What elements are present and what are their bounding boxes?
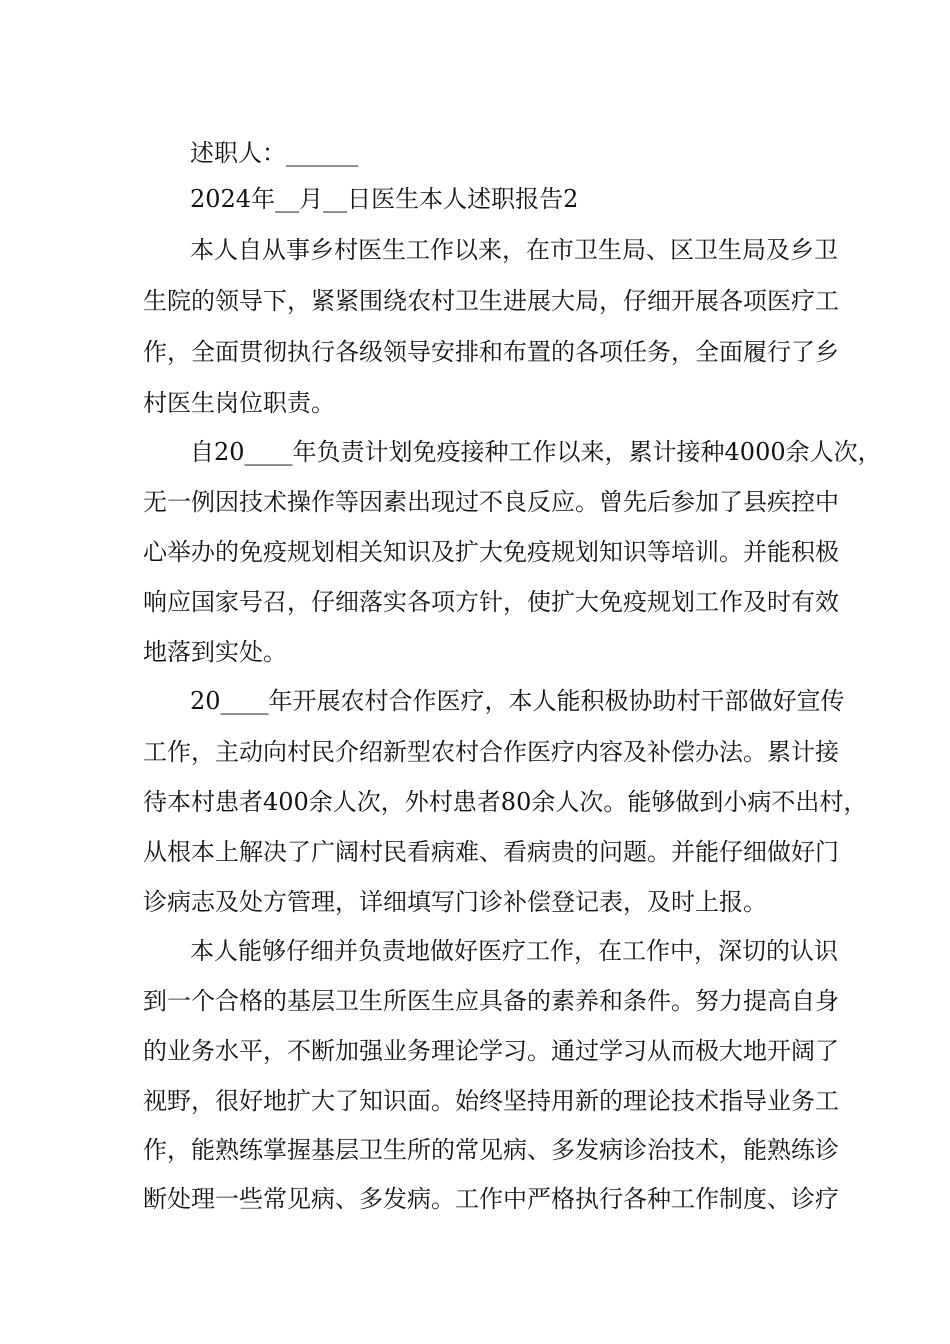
paragraph-2-line-4: 响应国家号召，仔细落实各项方针，使扩大免疫规划工作及时有效 [143,588,839,616]
report-heading: 2024年__月__日医生本人述职报告2 [190,185,579,213]
paragraph-3-line-1: 20____年开展农村合作医疗，本人能积极协助村干部做好宣传 [190,687,845,715]
signature-line: 述职人：______ [190,139,358,167]
paragraph-1-line-4: 村医生岗位职责。 [143,389,335,417]
paragraph-4-line-3: 的业务水平，不断加强业务理论学习。通过学习从而极大地开阔了 [143,1037,839,1065]
paragraph-4-line-6: 断处理一些常见病、多发病。工作中严格执行各种工作制度、诊疗 [143,1185,839,1213]
paragraph-2-line-2: 无一例因技术操作等因素出现过不良反应。曾先后参加了县疾控中 [143,488,839,516]
paragraph-4-line-4: 视野，很好地扩大了知识面。始终坚持用新的理论技术指导业务工 [143,1087,839,1115]
paragraph-4-line-5: 作，能熟练掌握基层卫生所的常见病、多发病诊治技术，能熟练诊 [143,1136,839,1164]
paragraph-3-line-5: 诊病志及处方管理，详细填写门诊补偿登记表，及时上报。 [143,888,767,916]
paragraph-3-line-2: 工作，主动向村民介绍新型农村合作医疗内容及补偿办法。累计接 [143,738,839,766]
paragraph-4-line-2: 到一个合格的基层卫生所医生应具备的素养和条件。努力提高自身 [143,987,839,1015]
paragraph-2-line-3: 心举办的免疫规划相关知识及扩大免疫规划知识等培训。并能积极 [143,538,839,566]
paragraph-2-line-5: 地落到实处。 [143,638,287,666]
paragraph-3-line-4: 从根本上解决了广阔村民看病难、看病贵的问题。并能仔细做好门 [143,838,839,866]
paragraph-4-line-1: 本人能够仔细并负责地做好医疗工作，在工作中，深切的认识 [190,937,838,965]
paragraph-1-line-1: 本人自从事乡村医生工作以来，在市卫生局、区卫生局及乡卫 [190,236,838,264]
paragraph-3-line-3: 待本村患者400余人次，外村患者80余人次。能够做到小病不出村， [143,788,868,816]
paragraph-1-line-3: 作，全面贯彻执行各级领导安排和布置的各项任务，全面履行了乡 [143,338,839,366]
paragraph-1-line-2: 生院的领导下，紧紧围绕农村卫生进展大局，仔细开展各项医疗工 [143,287,839,315]
paragraph-2-line-1: 自20____年负责计划免疫接种工作以来，累计接种4000余人次， [190,438,882,466]
